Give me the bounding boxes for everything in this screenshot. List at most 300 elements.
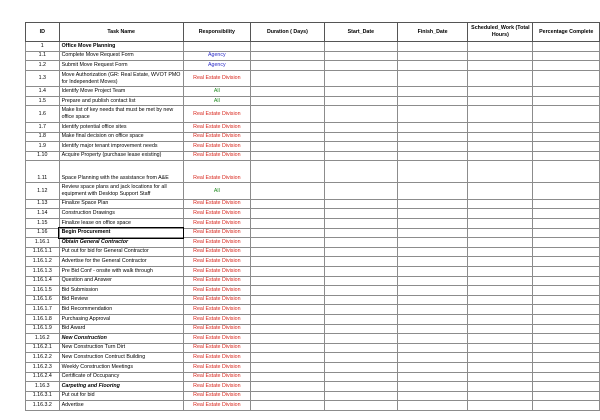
cell-percentage-complete[interactable] bbox=[533, 267, 600, 277]
cell-responsibility[interactable]: Real Estate Division bbox=[183, 286, 250, 296]
cell-responsibility[interactable]: Real Estate Division bbox=[183, 334, 250, 344]
cell-task-name[interactable]: Review space plans and jack locations for all equipment with Desktop Support Staff bbox=[59, 183, 183, 200]
cell-task-name[interactable]: Put out for bid for General Contractor bbox=[59, 247, 183, 257]
cell-id[interactable]: 1.16.3.1 bbox=[26, 391, 60, 401]
table-row bbox=[26, 334, 600, 344]
cell-duration[interactable] bbox=[250, 401, 324, 411]
cell-start-date[interactable] bbox=[324, 142, 397, 152]
cell-finish-date[interactable] bbox=[397, 106, 467, 123]
header-duration[interactable]: Duration ( Days) bbox=[250, 23, 324, 42]
cell-responsibility[interactable]: All bbox=[183, 183, 250, 200]
cell-finish-date[interactable] bbox=[397, 276, 467, 286]
cell-percentage-complete[interactable] bbox=[533, 305, 600, 315]
cell-scheduled-work[interactable] bbox=[468, 286, 533, 296]
cell-finish-date[interactable] bbox=[397, 151, 467, 161]
cell-id[interactable]: 1.9 bbox=[26, 142, 60, 152]
cell-responsibility[interactable]: Real Estate Division bbox=[183, 132, 250, 142]
cell-duration[interactable] bbox=[250, 238, 324, 248]
cell-id[interactable]: 1.13 bbox=[26, 199, 60, 209]
cell-duration[interactable] bbox=[250, 305, 324, 315]
cell-responsibility[interactable]: Real Estate Division bbox=[183, 161, 250, 183]
cell-task-name[interactable]: Weekly Construction Meetings bbox=[59, 362, 183, 372]
table-row bbox=[26, 132, 600, 142]
cell-percentage-complete[interactable] bbox=[533, 199, 600, 209]
cell-responsibility[interactable]: Real Estate Division bbox=[183, 372, 250, 382]
cell-duration[interactable] bbox=[250, 391, 324, 401]
cell-id[interactable]: 1 bbox=[26, 42, 60, 52]
cell-finish-date[interactable] bbox=[397, 238, 467, 248]
cell-task-name[interactable]: Identify potential office sites bbox=[59, 122, 183, 132]
cell-finish-date[interactable] bbox=[397, 334, 467, 344]
cell-finish-date[interactable] bbox=[397, 142, 467, 152]
cell-task-name[interactable]: Purchasing Approval bbox=[59, 314, 183, 324]
cell-id[interactable]: 1.7 bbox=[26, 122, 60, 132]
cell-task-name[interactable]: Put out for bid bbox=[59, 391, 183, 401]
cell-finish-date[interactable] bbox=[397, 42, 467, 52]
cell-task-name[interactable]: Space Planning with the assistance from A&E bbox=[59, 161, 183, 183]
cell-start-date[interactable] bbox=[324, 343, 397, 353]
cell-duration[interactable] bbox=[250, 324, 324, 334]
cell-task-name[interactable]: Bid Recommendation bbox=[59, 305, 183, 315]
cell-finish-date[interactable] bbox=[397, 372, 467, 382]
cell-scheduled-work[interactable] bbox=[468, 70, 533, 87]
cell-percentage-complete[interactable] bbox=[533, 228, 600, 238]
cell-percentage-complete[interactable] bbox=[533, 238, 600, 248]
cell-scheduled-work[interactable] bbox=[468, 343, 533, 353]
cell-start-date[interactable] bbox=[324, 382, 397, 392]
cell-scheduled-work[interactable] bbox=[468, 362, 533, 372]
cell-task-name[interactable]: Identify Move Project Team bbox=[59, 87, 183, 97]
cell-duration[interactable] bbox=[250, 51, 324, 61]
cell-scheduled-work[interactable] bbox=[468, 257, 533, 267]
cell-duration[interactable] bbox=[250, 42, 324, 52]
cell-percentage-complete[interactable] bbox=[533, 51, 600, 61]
cell-responsibility[interactable]: Real Estate Division bbox=[183, 324, 250, 334]
cell-percentage-complete[interactable] bbox=[533, 324, 600, 334]
cell-start-date[interactable] bbox=[324, 70, 397, 87]
cell-finish-date[interactable] bbox=[397, 61, 467, 71]
cell-responsibility[interactable]: Real Estate Division bbox=[183, 343, 250, 353]
cell-scheduled-work[interactable] bbox=[468, 247, 533, 257]
cell-scheduled-work[interactable] bbox=[468, 51, 533, 61]
cell-duration[interactable] bbox=[250, 219, 324, 229]
cell-scheduled-work[interactable] bbox=[468, 314, 533, 324]
cell-task-name[interactable]: Complete Move Request Form bbox=[59, 51, 183, 61]
cell-responsibility[interactable]: Real Estate Division bbox=[183, 267, 250, 277]
cell-finish-date[interactable] bbox=[397, 343, 467, 353]
cell-id[interactable]: 1.16.1.7 bbox=[26, 305, 60, 315]
cell-start-date[interactable] bbox=[324, 106, 397, 123]
cell-percentage-complete[interactable] bbox=[533, 61, 600, 71]
cell-duration[interactable] bbox=[250, 382, 324, 392]
cell-id[interactable]: 1.16.1 bbox=[26, 238, 60, 248]
cell-responsibility[interactable]: Real Estate Division bbox=[183, 305, 250, 315]
cell-task-name[interactable]: Begin Procurement bbox=[59, 228, 183, 238]
cell-task-name[interactable]: Move Authorization (GR: Real Estate, WVOT PMO for Independent Moves) bbox=[59, 70, 183, 87]
cell-percentage-complete[interactable] bbox=[533, 353, 600, 363]
cell-id[interactable]: 1.16.2.1 bbox=[26, 343, 60, 353]
cell-scheduled-work[interactable] bbox=[468, 42, 533, 52]
cell-task-name[interactable]: Carpeting and Flooring bbox=[59, 382, 183, 392]
cell-finish-date[interactable] bbox=[397, 314, 467, 324]
cell-id[interactable]: 1.16.1.9 bbox=[26, 324, 60, 334]
cell-scheduled-work[interactable] bbox=[468, 295, 533, 305]
cell-percentage-complete[interactable] bbox=[533, 314, 600, 324]
cell-duration[interactable] bbox=[250, 295, 324, 305]
cell-responsibility[interactable]: Real Estate Division bbox=[183, 228, 250, 238]
cell-id[interactable]: 1.5 bbox=[26, 96, 60, 106]
cell-percentage-complete[interactable] bbox=[533, 362, 600, 372]
cell-start-date[interactable] bbox=[324, 391, 397, 401]
cell-duration[interactable] bbox=[250, 362, 324, 372]
cell-start-date[interactable] bbox=[324, 96, 397, 106]
cell-duration[interactable] bbox=[250, 257, 324, 267]
cell-duration[interactable] bbox=[250, 142, 324, 152]
cell-scheduled-work[interactable] bbox=[468, 151, 533, 161]
cell-responsibility[interactable]: Real Estate Division bbox=[183, 106, 250, 123]
cell-responsibility[interactable]: Real Estate Division bbox=[183, 257, 250, 267]
header-task-name[interactable]: Task Name bbox=[59, 23, 183, 42]
cell-start-date[interactable] bbox=[324, 372, 397, 382]
cell-duration[interactable] bbox=[250, 314, 324, 324]
cell-responsibility[interactable]: Real Estate Division bbox=[183, 314, 250, 324]
cell-duration[interactable] bbox=[250, 209, 324, 219]
cell-task-name[interactable]: Acquire Property (purchase lease existing) bbox=[59, 151, 183, 161]
cell-id[interactable]: 1.16.1.6 bbox=[26, 295, 60, 305]
cell-id[interactable]: 1.12 bbox=[26, 183, 60, 200]
cell-responsibility[interactable]: Real Estate Division bbox=[183, 219, 250, 229]
cell-finish-date[interactable] bbox=[397, 70, 467, 87]
cell-id[interactable]: 1.16 bbox=[26, 228, 60, 238]
cell-scheduled-work[interactable] bbox=[468, 334, 533, 344]
cell-scheduled-work[interactable] bbox=[468, 401, 533, 411]
cell-percentage-complete[interactable] bbox=[533, 151, 600, 161]
cell-duration[interactable] bbox=[250, 228, 324, 238]
cell-responsibility[interactable]: Real Estate Division bbox=[183, 401, 250, 411]
cell-start-date[interactable] bbox=[324, 161, 397, 183]
cell-task-name[interactable]: Bid Award bbox=[59, 324, 183, 334]
cell-percentage-complete[interactable] bbox=[533, 132, 600, 142]
cell-percentage-complete[interactable] bbox=[533, 87, 600, 97]
cell-percentage-complete[interactable] bbox=[533, 96, 600, 106]
cell-start-date[interactable] bbox=[324, 267, 397, 277]
cell-id[interactable]: 1.16.3.2 bbox=[26, 401, 60, 411]
cell-finish-date[interactable] bbox=[397, 51, 467, 61]
header-scheduled-work[interactable]: Scheduled_Work (Total Hours) bbox=[468, 23, 533, 42]
header-finish-date[interactable]: Finish_Date bbox=[397, 23, 467, 42]
cell-start-date[interactable] bbox=[324, 247, 397, 257]
cell-scheduled-work[interactable] bbox=[468, 228, 533, 238]
cell-start-date[interactable] bbox=[324, 228, 397, 238]
cell-percentage-complete[interactable] bbox=[533, 106, 600, 123]
cell-responsibility[interactable]: Real Estate Division bbox=[183, 70, 250, 87]
cell-responsibility[interactable]: Real Estate Division bbox=[183, 391, 250, 401]
cell-id[interactable]: 1.16.1.5 bbox=[26, 286, 60, 296]
cell-id[interactable]: 1.14 bbox=[26, 209, 60, 219]
table-row bbox=[26, 122, 600, 132]
cell-duration[interactable] bbox=[250, 334, 324, 344]
table-row bbox=[26, 51, 600, 61]
cell-responsibility[interactable]: Real Estate Division bbox=[183, 353, 250, 363]
cell-task-name[interactable]: Identify major tenant improvement needs bbox=[59, 142, 183, 152]
cell-finish-date[interactable] bbox=[397, 295, 467, 305]
cell-percentage-complete[interactable] bbox=[533, 382, 600, 392]
cell-responsibility[interactable]: Real Estate Division bbox=[183, 209, 250, 219]
cell-start-date[interactable] bbox=[324, 183, 397, 200]
cell-responsibility[interactable]: Agency bbox=[183, 61, 250, 71]
cell-id[interactable]: 1.16.1.2 bbox=[26, 257, 60, 267]
cell-id[interactable]: 1.16.1.8 bbox=[26, 314, 60, 324]
cell-responsibility[interactable]: Real Estate Division bbox=[183, 142, 250, 152]
cell-finish-date[interactable] bbox=[397, 257, 467, 267]
cell-start-date[interactable] bbox=[324, 199, 397, 209]
cell-task-name[interactable]: Bid Submission bbox=[59, 286, 183, 296]
cell-percentage-complete[interactable] bbox=[533, 295, 600, 305]
cell-percentage-complete[interactable] bbox=[533, 209, 600, 219]
cell-finish-date[interactable] bbox=[397, 401, 467, 411]
cell-id[interactable]: 1.16.2.2 bbox=[26, 353, 60, 363]
cell-scheduled-work[interactable] bbox=[468, 276, 533, 286]
cell-scheduled-work[interactable] bbox=[468, 324, 533, 334]
cell-finish-date[interactable] bbox=[397, 382, 467, 392]
cell-duration[interactable] bbox=[250, 183, 324, 200]
cell-scheduled-work[interactable] bbox=[468, 305, 533, 315]
cell-id[interactable]: 1.16.2.4 bbox=[26, 372, 60, 382]
header-row bbox=[26, 23, 600, 42]
cell-responsibility[interactable]: Real Estate Division bbox=[183, 247, 250, 257]
cell-scheduled-work[interactable] bbox=[468, 372, 533, 382]
cell-percentage-complete[interactable] bbox=[533, 70, 600, 87]
cell-id[interactable]: 1.6 bbox=[26, 106, 60, 123]
cell-responsibility[interactable]: Real Estate Division bbox=[183, 199, 250, 209]
cell-responsibility[interactable]: Agency bbox=[183, 51, 250, 61]
cell-start-date[interactable] bbox=[324, 334, 397, 344]
cell-start-date[interactable] bbox=[324, 122, 397, 132]
cell-duration[interactable] bbox=[250, 96, 324, 106]
cell-percentage-complete[interactable] bbox=[533, 391, 600, 401]
cell-finish-date[interactable] bbox=[397, 286, 467, 296]
cell-id[interactable]: 1.3 bbox=[26, 70, 60, 87]
cell-start-date[interactable] bbox=[324, 51, 397, 61]
cell-finish-date[interactable] bbox=[397, 267, 467, 277]
cell-finish-date[interactable] bbox=[397, 305, 467, 315]
cell-finish-date[interactable] bbox=[397, 247, 467, 257]
cell-task-name[interactable]: Prepare and publish contact list bbox=[59, 96, 183, 106]
table-row bbox=[26, 151, 600, 161]
cell-id[interactable]: 1.8 bbox=[26, 132, 60, 142]
cell-scheduled-work[interactable] bbox=[468, 96, 533, 106]
cell-task-name[interactable]: New Construction bbox=[59, 334, 183, 344]
cell-scheduled-work[interactable] bbox=[468, 183, 533, 200]
cell-responsibility[interactable]: Real Estate Division bbox=[183, 295, 250, 305]
cell-start-date[interactable] bbox=[324, 314, 397, 324]
cell-id[interactable]: 1.16.1.1 bbox=[26, 247, 60, 257]
cell-scheduled-work[interactable] bbox=[468, 353, 533, 363]
cell-finish-date[interactable] bbox=[397, 391, 467, 401]
table-row bbox=[26, 106, 600, 123]
cell-scheduled-work[interactable] bbox=[468, 267, 533, 277]
cell-scheduled-work[interactable] bbox=[468, 209, 533, 219]
cell-finish-date[interactable] bbox=[397, 353, 467, 363]
cell-duration[interactable] bbox=[250, 286, 324, 296]
cell-start-date[interactable] bbox=[324, 209, 397, 219]
table-row bbox=[26, 324, 600, 334]
cell-scheduled-work[interactable] bbox=[468, 106, 533, 123]
cell-finish-date[interactable] bbox=[397, 362, 467, 372]
cell-task-name[interactable]: Advertise bbox=[59, 401, 183, 411]
cell-id[interactable]: 1.15 bbox=[26, 219, 60, 229]
cell-id[interactable]: 1.10 bbox=[26, 151, 60, 161]
cell-start-date[interactable] bbox=[324, 401, 397, 411]
cell-percentage-complete[interactable] bbox=[533, 161, 600, 183]
cell-task-name[interactable]: Submit Move Request Form bbox=[59, 61, 183, 71]
cell-start-date[interactable] bbox=[324, 42, 397, 52]
cell-finish-date[interactable] bbox=[397, 209, 467, 219]
table-row bbox=[26, 238, 600, 248]
cell-start-date[interactable] bbox=[324, 257, 397, 267]
cell-task-name[interactable]: Obtain General Contractor bbox=[59, 238, 183, 248]
cell-scheduled-work[interactable] bbox=[468, 122, 533, 132]
cell-duration[interactable] bbox=[250, 87, 324, 97]
cell-id[interactable]: 1.16.2 bbox=[26, 334, 60, 344]
cell-percentage-complete[interactable] bbox=[533, 286, 600, 296]
cell-percentage-complete[interactable] bbox=[533, 122, 600, 132]
header-responsibility[interactable]: Responsibility bbox=[183, 23, 250, 42]
cell-start-date[interactable] bbox=[324, 362, 397, 372]
cell-percentage-complete[interactable] bbox=[533, 343, 600, 353]
cell-finish-date[interactable] bbox=[397, 132, 467, 142]
cell-finish-date[interactable] bbox=[397, 122, 467, 132]
cell-duration[interactable] bbox=[250, 70, 324, 87]
cell-task-name[interactable]: Construction Drawings bbox=[59, 209, 183, 219]
cell-percentage-complete[interactable] bbox=[533, 334, 600, 344]
cell-start-date[interactable] bbox=[324, 238, 397, 248]
cell-percentage-complete[interactable] bbox=[533, 42, 600, 52]
cell-start-date[interactable] bbox=[324, 151, 397, 161]
cell-responsibility[interactable]: Real Estate Division bbox=[183, 238, 250, 248]
cell-start-date[interactable] bbox=[324, 87, 397, 97]
cell-finish-date[interactable] bbox=[397, 161, 467, 183]
cell-duration[interactable] bbox=[250, 267, 324, 277]
cell-scheduled-work[interactable] bbox=[468, 238, 533, 248]
cell-task-name[interactable]: New Construction Contruct Building bbox=[59, 353, 183, 363]
cell-responsibility[interactable]: Real Estate Division bbox=[183, 122, 250, 132]
cell-task-name[interactable]: Office Move Planning bbox=[59, 42, 183, 52]
cell-task-name[interactable]: Certificate of Occupancy bbox=[59, 372, 183, 382]
cell-id[interactable]: 1.16.3 bbox=[26, 382, 60, 392]
cell-id[interactable]: 1.16.2.3 bbox=[26, 362, 60, 372]
cell-id[interactable]: 1.4 bbox=[26, 87, 60, 97]
cell-percentage-complete[interactable] bbox=[533, 276, 600, 286]
cell-duration[interactable] bbox=[250, 132, 324, 142]
table-row bbox=[26, 70, 600, 87]
cell-start-date[interactable] bbox=[324, 286, 397, 296]
cell-finish-date[interactable] bbox=[397, 87, 467, 97]
cell-duration[interactable] bbox=[250, 343, 324, 353]
cell-percentage-complete[interactable] bbox=[533, 219, 600, 229]
cell-responsibility[interactable]: All bbox=[183, 87, 250, 97]
cell-responsibility[interactable]: Real Estate Division bbox=[183, 362, 250, 372]
cell-percentage-complete[interactable] bbox=[533, 257, 600, 267]
cell-id[interactable]: 1.1 bbox=[26, 51, 60, 61]
cell-duration[interactable] bbox=[250, 276, 324, 286]
cell-task-name[interactable]: Question and Answer bbox=[59, 276, 183, 286]
cell-percentage-complete[interactable] bbox=[533, 247, 600, 257]
cell-responsibility[interactable] bbox=[183, 42, 250, 52]
cell-finish-date[interactable] bbox=[397, 96, 467, 106]
cell-start-date[interactable] bbox=[324, 295, 397, 305]
cell-finish-date[interactable] bbox=[397, 324, 467, 334]
cell-finish-date[interactable] bbox=[397, 219, 467, 229]
cell-duration[interactable] bbox=[250, 247, 324, 257]
cell-percentage-complete[interactable] bbox=[533, 142, 600, 152]
cell-start-date[interactable] bbox=[324, 61, 397, 71]
cell-task-name[interactable]: Make list of key needs that must be met by new office space bbox=[59, 106, 183, 123]
cell-task-name[interactable]: Make final decision on office space bbox=[59, 132, 183, 142]
cell-duration[interactable] bbox=[250, 372, 324, 382]
cell-percentage-complete[interactable] bbox=[533, 183, 600, 200]
cell-finish-date[interactable] bbox=[397, 183, 467, 200]
cell-task-name[interactable]: Bid Review bbox=[59, 295, 183, 305]
cell-duration[interactable] bbox=[250, 122, 324, 132]
cell-id[interactable]: 1.11 bbox=[26, 161, 60, 183]
cell-responsibility[interactable]: Real Estate Division bbox=[183, 276, 250, 286]
cell-id[interactable]: 1.2 bbox=[26, 61, 60, 71]
cell-finish-date[interactable] bbox=[397, 228, 467, 238]
cell-start-date[interactable] bbox=[324, 132, 397, 142]
cell-scheduled-work[interactable] bbox=[468, 142, 533, 152]
cell-responsibility[interactable]: Real Estate Division bbox=[183, 382, 250, 392]
cell-start-date[interactable] bbox=[324, 324, 397, 334]
cell-duration[interactable] bbox=[250, 151, 324, 161]
cell-finish-date[interactable] bbox=[397, 199, 467, 209]
cell-task-name[interactable]: New Construction Turn Dirt bbox=[59, 343, 183, 353]
cell-percentage-complete[interactable] bbox=[533, 372, 600, 382]
cell-duration[interactable] bbox=[250, 61, 324, 71]
header-start-date[interactable]: Start_Date bbox=[324, 23, 397, 42]
cell-responsibility[interactable]: Real Estate Division bbox=[183, 151, 250, 161]
cell-start-date[interactable] bbox=[324, 276, 397, 286]
cell-start-date[interactable] bbox=[324, 219, 397, 229]
header-id[interactable]: ID bbox=[26, 23, 60, 42]
cell-scheduled-work[interactable] bbox=[468, 132, 533, 142]
cell-duration[interactable] bbox=[250, 199, 324, 209]
table-row bbox=[26, 362, 600, 372]
cell-id[interactable]: 1.16.1.3 bbox=[26, 267, 60, 277]
cell-task-name[interactable]: Pre Bid Conf - onsite with walk through bbox=[59, 267, 183, 277]
table-row bbox=[26, 183, 600, 200]
cell-task-name[interactable]: Advertise for the General Contractor bbox=[59, 257, 183, 267]
cell-scheduled-work[interactable] bbox=[468, 382, 533, 392]
cell-duration[interactable] bbox=[250, 106, 324, 123]
cell-scheduled-work[interactable] bbox=[468, 219, 533, 229]
cell-scheduled-work[interactable] bbox=[468, 391, 533, 401]
cell-start-date[interactable] bbox=[324, 353, 397, 363]
cell-scheduled-work[interactable] bbox=[468, 199, 533, 209]
cell-percentage-complete[interactable] bbox=[533, 401, 600, 411]
cell-task-name[interactable]: Finalize Space Plan bbox=[59, 199, 183, 209]
cell-scheduled-work[interactable] bbox=[468, 87, 533, 97]
cell-duration[interactable] bbox=[250, 353, 324, 363]
cell-duration[interactable] bbox=[250, 161, 324, 183]
cell-responsibility[interactable]: All bbox=[183, 96, 250, 106]
cell-start-date[interactable] bbox=[324, 305, 397, 315]
cell-task-name[interactable]: Finalize lease on office space bbox=[59, 219, 183, 229]
header-percentage-complete[interactable]: Percentage Complete bbox=[533, 23, 600, 42]
cell-id[interactable]: 1.16.1.4 bbox=[26, 276, 60, 286]
cell-scheduled-work[interactable] bbox=[468, 161, 533, 183]
cell-scheduled-work[interactable] bbox=[468, 61, 533, 71]
